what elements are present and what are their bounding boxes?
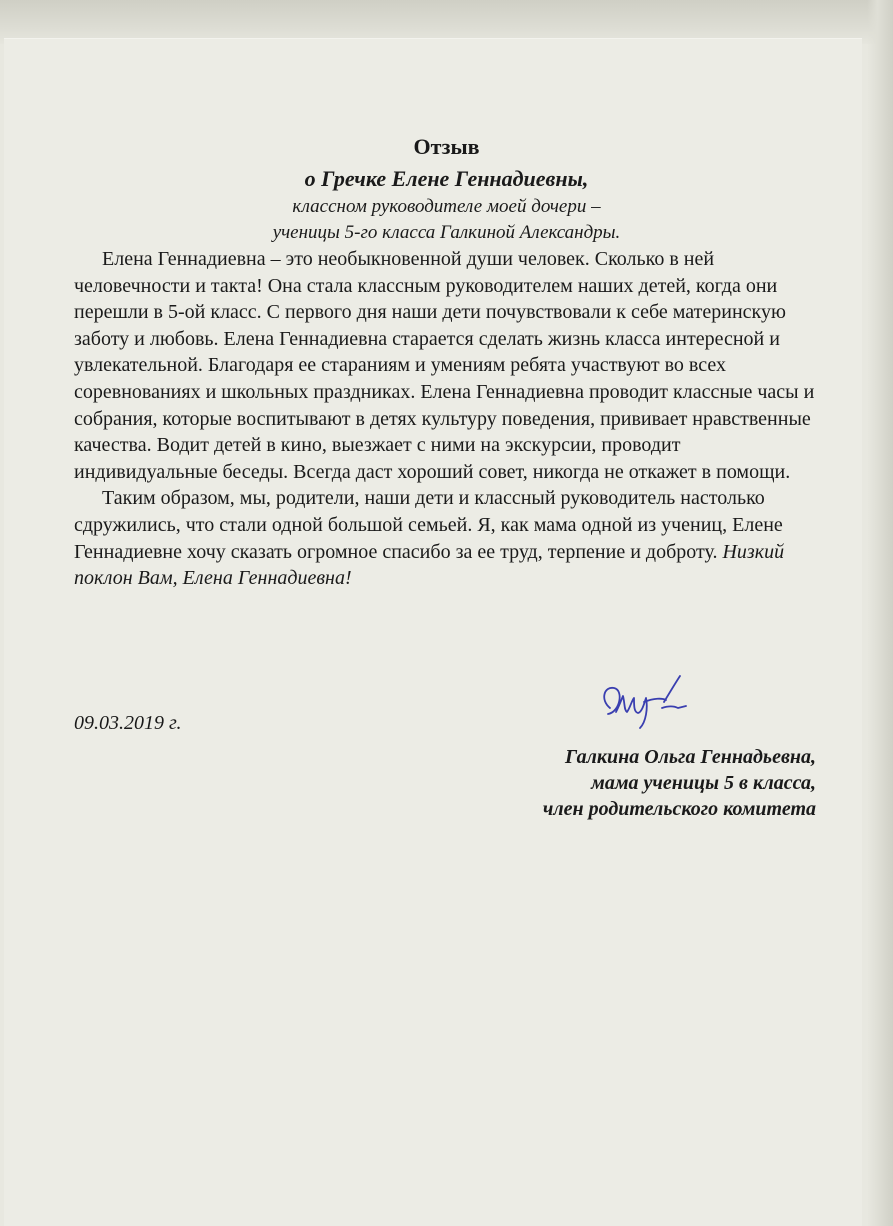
paragraph	[74, 485, 819, 591]
signatory-block	[543, 744, 816, 822]
signatory-committee: член родительского комитета	[542, 798, 816, 820]
subtitle-line: классном руководителе моей дочери –	[292, 196, 601, 217]
subtitle-line: ученицы 5-го класса Галкиной Александры.	[272, 222, 621, 243]
document-body	[74, 246, 819, 592]
signatory-role: мама ученицы 5 в класса,	[591, 772, 816, 794]
signatory-name: Галкина Ольга Геннадьевна,	[565, 746, 816, 768]
paragraph: Елена Геннадиевна – это необыкновенной души человек. Сколько в ней человечности и такта! Она стала классным руководителем наших детей, когда они перешли в 5-ой класс. С первого дня наши дети почувствовали к себе материнскую заботу и любовь. Елена Геннадиевна старается сделать жизнь класса интересной и увлекательной. Благодаря ее стараниям и умениям ребята участвуют во всех соревнованиях и школьных праздниках. Елена Геннадиевна проводит классные часы и собрания, которые воспитывают в детях культуру поведения, прививает нравственные качества. Водит детей в кино, выезжает с ними на экскурсии, проводит индивидуальные беседы. Всегда даст хороший совет, никогда не откажет в помощи.	[74, 248, 815, 483]
closing-phrase: Низкий поклон Вам, Елена Геннадиевна!	[74, 540, 785, 590]
document-subject: о Гречке Елене Геннадиевны,	[304, 166, 589, 191]
document-date: 09.03.2019 г.	[74, 712, 182, 734]
paragraph-text: Таким образом, мы, родители, наши дети и классный руководитель настолько сдружились, что стали одной большой семьей. Я, как мама одной из учениц, Елене Геннадиевне хочу сказать огромное спасибо за ее труд, терпение и доброту.	[74, 487, 783, 563]
handwritten-signature	[596, 668, 706, 730]
document-title: Отзыв	[413, 134, 480, 159]
